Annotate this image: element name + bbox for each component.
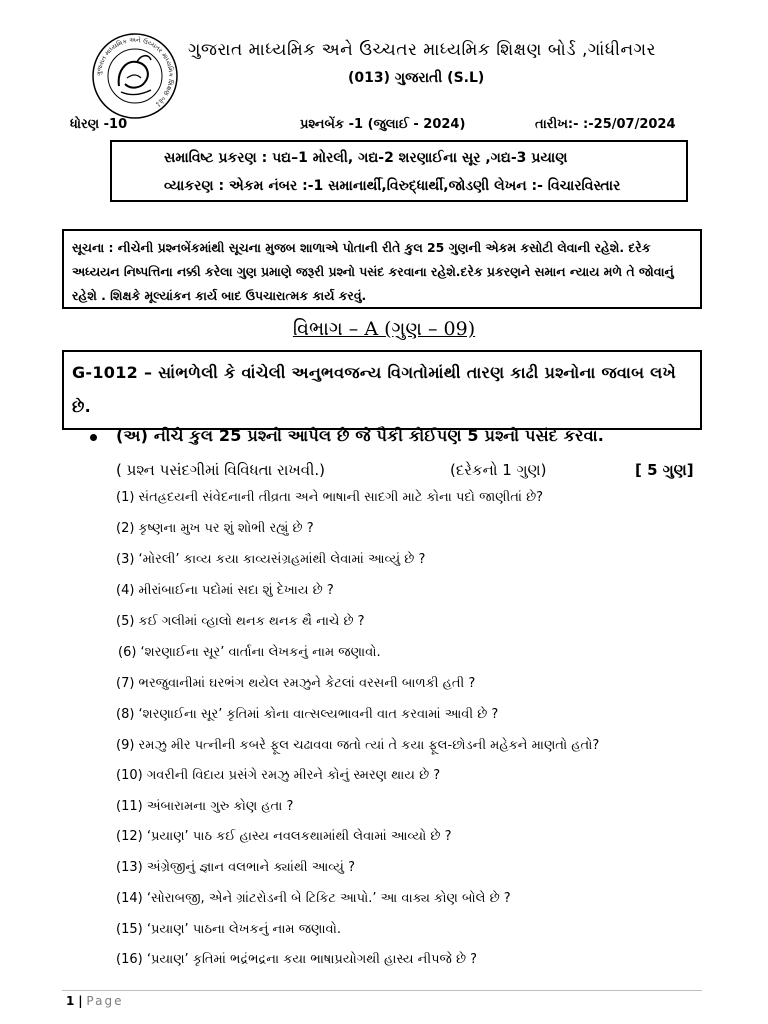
learning-outcome-box bbox=[62, 350, 702, 430]
question-item: (13) અંગ્રેજીનું જ્ઞાન વલભાને ક્યાંથી આવ્યું ? bbox=[116, 860, 355, 875]
marks-each-note: (દરેકનો 1 ગુણ) bbox=[450, 461, 547, 479]
instructions-box bbox=[62, 229, 702, 309]
syllabus-grammar: વ્યાકરણ : એકમ નંબર :-1 સમાનાર્થી,વિરુદ્ધાર્થી,જોડણી લેખન :- વિચારવિસ્તાર bbox=[164, 178, 621, 194]
question-item: (9) રમઝુ મીર પત્નીની કબરે ફૂલ ચઢાવવા જતો ત્યાં તે કયા ફૂલ-છોડની મહેકને માણતો હતો? bbox=[116, 738, 600, 753]
page-label: Page bbox=[86, 994, 124, 1008]
question-item: (4) મીરાંબાઈના પદોમાં સદા શું દેખાય છે ? bbox=[116, 583, 334, 598]
section-title: વિભાગ – A (ગુણ – 09) bbox=[292, 318, 476, 340]
section-heading bbox=[0, 318, 768, 340]
question-item: (14) ‘સોરાબજી, એને ગ્રાંટરોડની બે ટિકિટ આપો.’ આ વાક્ય કોણ બોલે છે ? bbox=[116, 891, 511, 906]
question-item: (10) ગવરીની વિદાય પ્રસંગે રમઝુ મીરને કોનું સ્મરણ થાય છે ? bbox=[116, 768, 441, 783]
question-bank-label: પ્રશ્નબેંક -1 (જુલાઈ - 2024) bbox=[300, 117, 466, 132]
question-item: (8) ‘શરણાઈના સૂર’ કૃતિમાં કોના વાત્સલ્યભાવની વાત કરવામાં આવી છે ? bbox=[116, 707, 499, 722]
standard-label: ધોરણ -10 bbox=[70, 117, 128, 132]
question-item: (15) ‘પ્રયાણ’ પાઠના લેખકનું નામ જણાવો. bbox=[116, 922, 342, 937]
question-item: (12) ‘પ્રયાણ’ પાઠ કઈ હાસ્ય નવલકથામાંથી લેવામાં આવ્યો છે ? bbox=[116, 829, 452, 844]
board-title: ગુજરાત માધ્યમિક અને ઉચ્ચતર માધ્યમિક શિક્ષણ બોર્ડ ,ગાંધીનગર bbox=[188, 40, 656, 60]
total-marks: [ 5 ગુણ] bbox=[635, 461, 694, 479]
footer-separator: | bbox=[78, 994, 83, 1008]
syllabus-chapters: સમાવિષ્ટ પ્રકરણ : પદ્ય–1 મોરલી, ગદ્ય-2 શરણાઈના સૂર ,ગદ્ય-3 પ્રયાણ bbox=[164, 150, 568, 166]
question-item: (16) ‘પ્રયાણ’ કૃતિમાં ભદ્રંભદ્રના કયા ભાષાપ્રયોગથી હાસ્ય નીપજે છે ? bbox=[116, 952, 478, 967]
page-number: 1 bbox=[66, 994, 75, 1008]
question-item: (3) ‘મોરલી’ કાવ્ય કયા કાવ્યસંગ્રહમાંથી લેવામાં આવ્યું છે ? bbox=[116, 552, 426, 567]
question-item: (6) ‘શરણાઈના સૂર’ વાર્તાના લેખકનું નામ જણાવો. bbox=[118, 645, 381, 660]
board-seal-logo bbox=[91, 32, 179, 120]
question-item: (7) ભરજુવાનીમાં ઘરભંગ થયેલ રમઝુને કેટલાં વરસની બાળકી હતી ? bbox=[116, 676, 476, 691]
variety-note: ( પ્રશ્ન પસંદગીમાં વિવિધતા રાખવી.) bbox=[116, 461, 326, 479]
question-item: (11) અંબારામના ગુરુ કોણ હતા ? bbox=[116, 799, 294, 814]
bullet-icon bbox=[90, 434, 97, 441]
question-item: (2) કૃષ્ણના મુખ પર શું શોભી રહ્યું છે ? bbox=[116, 521, 314, 536]
question-item: (5) કઈ ગલીમાં વ્હાલો થનક થનક થૈ નાચે છે ? bbox=[116, 614, 365, 629]
footer-divider bbox=[62, 990, 702, 991]
part-a-heading: (અ) નીચે કુલ 25 પ્રશ્નો આપેલ છે જે પૈકી કોઈપણ 5 પ્રશ્નો પસંદ કરવા. bbox=[116, 426, 604, 445]
syllabus-box bbox=[110, 140, 688, 202]
learning-outcome-text: G-1012 – સાંભળેલી કે વાંચેલી અનુભવજન્ય વિગતોમાંથી તારણ કાઢી પ્રશ્નોના જવાબ લખે છે. bbox=[72, 363, 676, 416]
seal-ring-text: ગુજરાત માધ્યમિક અને ઉચ્ચતર માધ્યમિક શિક્ષણ બોર્ડ bbox=[95, 36, 175, 108]
subject-code: (013) ગુજરાતી (S.L) bbox=[348, 70, 485, 86]
date-label: તારીખ:- :-25/07/2024 bbox=[535, 117, 676, 132]
page-footer bbox=[66, 994, 123, 1008]
question-item: (1) સંતહ્રદયની સંવેદનાની તીવ્રતા અને ભાષાની સાદગી માટે કોના પદો જાણીતાં છે? bbox=[116, 490, 544, 505]
instructions-text: સૂચના : નીચેની પ્રશ્નબેંકમાંથી સૂચના મુજબ શાળાએ પોતાની રીતે કુલ 25 ગુણની એકમ કસોટી લેવાની રહેશે. દરેક અધ્યયન નિષ્પત્તિના નક્કી કરેલા ગુણ પ્રમાણે જરૂરી પ્રશ્નો પસંદ કરવાના રહેશે.દરેક પ્રકરણને સમાન ન્યાય મળે તે જોવાનું રહેશે . શિક્ષકે મૂલ્યાંકન કાર્ય બાદ ઉપચારાત્મક કાર્ય કરવું. bbox=[72, 240, 674, 303]
